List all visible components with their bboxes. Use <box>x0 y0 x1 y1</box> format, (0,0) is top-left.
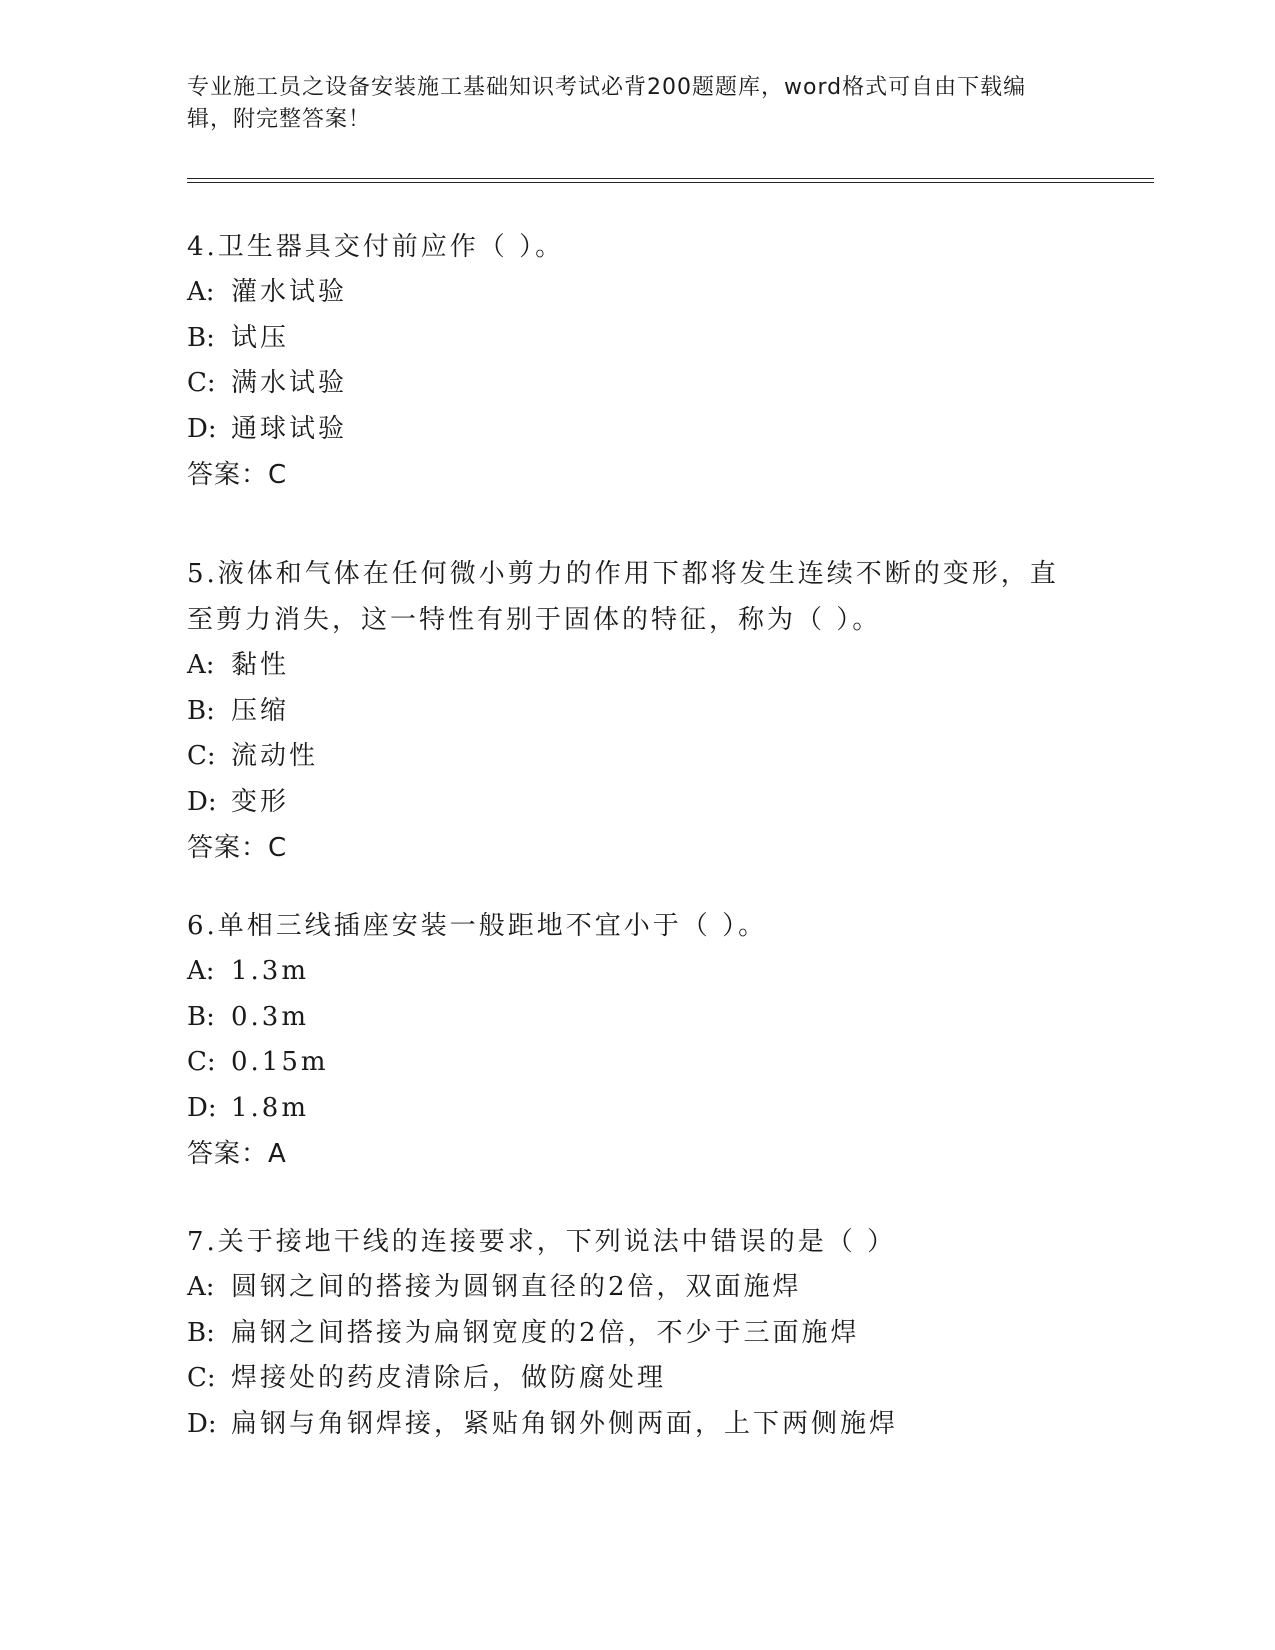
option-text: 焊接处的药皮清除后，做防腐处理 <box>231 1363 667 1393</box>
option-letter: D: <box>187 413 217 444</box>
option-letter: A: <box>187 956 215 986</box>
answer-line: 答案：C <box>187 833 288 863</box>
option-a <box>187 643 1067 689</box>
option-text: 满水试验 <box>231 368 348 398</box>
question-stem: 5.液体和气体在任何微小剪力的作用下都将发生连续不断的变形，直至剪力消失，这一特性有别于固体的特征，称为（ ）。 <box>187 559 1059 635</box>
option-letter: C: <box>187 741 216 771</box>
header-divider <box>187 178 1154 183</box>
option-letter: D: <box>187 786 217 817</box>
option-b <box>187 689 1067 735</box>
option-text: 扁钢之间搭接为扁钢宽度的2倍，不少于三面施焊 <box>231 1317 860 1348</box>
option-d <box>187 1402 1067 1448</box>
option-letter: C: <box>187 368 216 398</box>
option-d <box>187 780 1067 826</box>
option-text: 1.3m <box>231 956 310 986</box>
question-5 <box>187 551 1067 871</box>
question-stem: 6.单相三线插座安装一般距地不宜小于（ ）。 <box>187 911 768 941</box>
option-letter: A: <box>187 650 215 680</box>
option-b <box>187 1311 1067 1357</box>
option-letter: B: <box>187 322 215 353</box>
option-letter: C: <box>187 1363 216 1393</box>
option-c <box>187 1040 1067 1086</box>
document-header-title: 专业施工员之设备安装施工基础知识考试必背200题题库，word格式可自由下载编辑，附完整答案！ <box>187 75 1027 132</box>
option-text: 压缩 <box>231 695 290 726</box>
option-c <box>187 734 1067 780</box>
question-stem: 4.卫生器具交付前应作（ ）。 <box>187 232 565 262</box>
option-letter: D: <box>187 1092 217 1123</box>
option-letter: B: <box>187 1001 215 1032</box>
question-7 <box>187 1219 1067 1447</box>
option-d <box>187 407 1067 453</box>
option-letter: A: <box>187 277 215 307</box>
option-letter: B: <box>187 1317 215 1348</box>
option-letter: C: <box>187 1047 216 1077</box>
question-stem: 7.关于接地干线的连接要求，下列说法中错误的是（ ） <box>187 1227 897 1257</box>
question-4 <box>187 224 1067 498</box>
option-d <box>187 1086 1067 1132</box>
option-text: 流动性 <box>231 741 319 771</box>
option-text: 试压 <box>231 322 290 353</box>
question-6 <box>187 903 1067 1177</box>
option-text: 圆钢之间的搭接为圆钢直径的2倍，双面施焊 <box>231 1272 802 1302</box>
answer-line: 答案：A <box>187 1139 287 1169</box>
option-letter: B: <box>187 695 215 726</box>
option-b <box>187 316 1067 362</box>
option-text: 扁钢与角钢焊接，紧贴角钢外侧两面，上下两侧施焊 <box>231 1408 899 1439</box>
answer-line: 答案：C <box>187 460 288 490</box>
option-a <box>187 1265 1067 1311</box>
option-text: 0.3m <box>231 1001 310 1032</box>
option-letter: D: <box>187 1408 217 1439</box>
option-text: 灌水试验 <box>231 277 348 307</box>
option-text: 1.8m <box>231 1092 310 1123</box>
option-c <box>187 1356 1067 1402</box>
option-letter: A: <box>187 1272 215 1302</box>
option-text: 黏性 <box>231 650 290 680</box>
option-text: 变形 <box>231 786 290 817</box>
option-a <box>187 270 1067 316</box>
option-b <box>187 995 1067 1041</box>
option-text: 通球试验 <box>231 413 348 444</box>
option-c <box>187 361 1067 407</box>
option-text: 0.15m <box>231 1047 329 1077</box>
option-a <box>187 949 1067 995</box>
